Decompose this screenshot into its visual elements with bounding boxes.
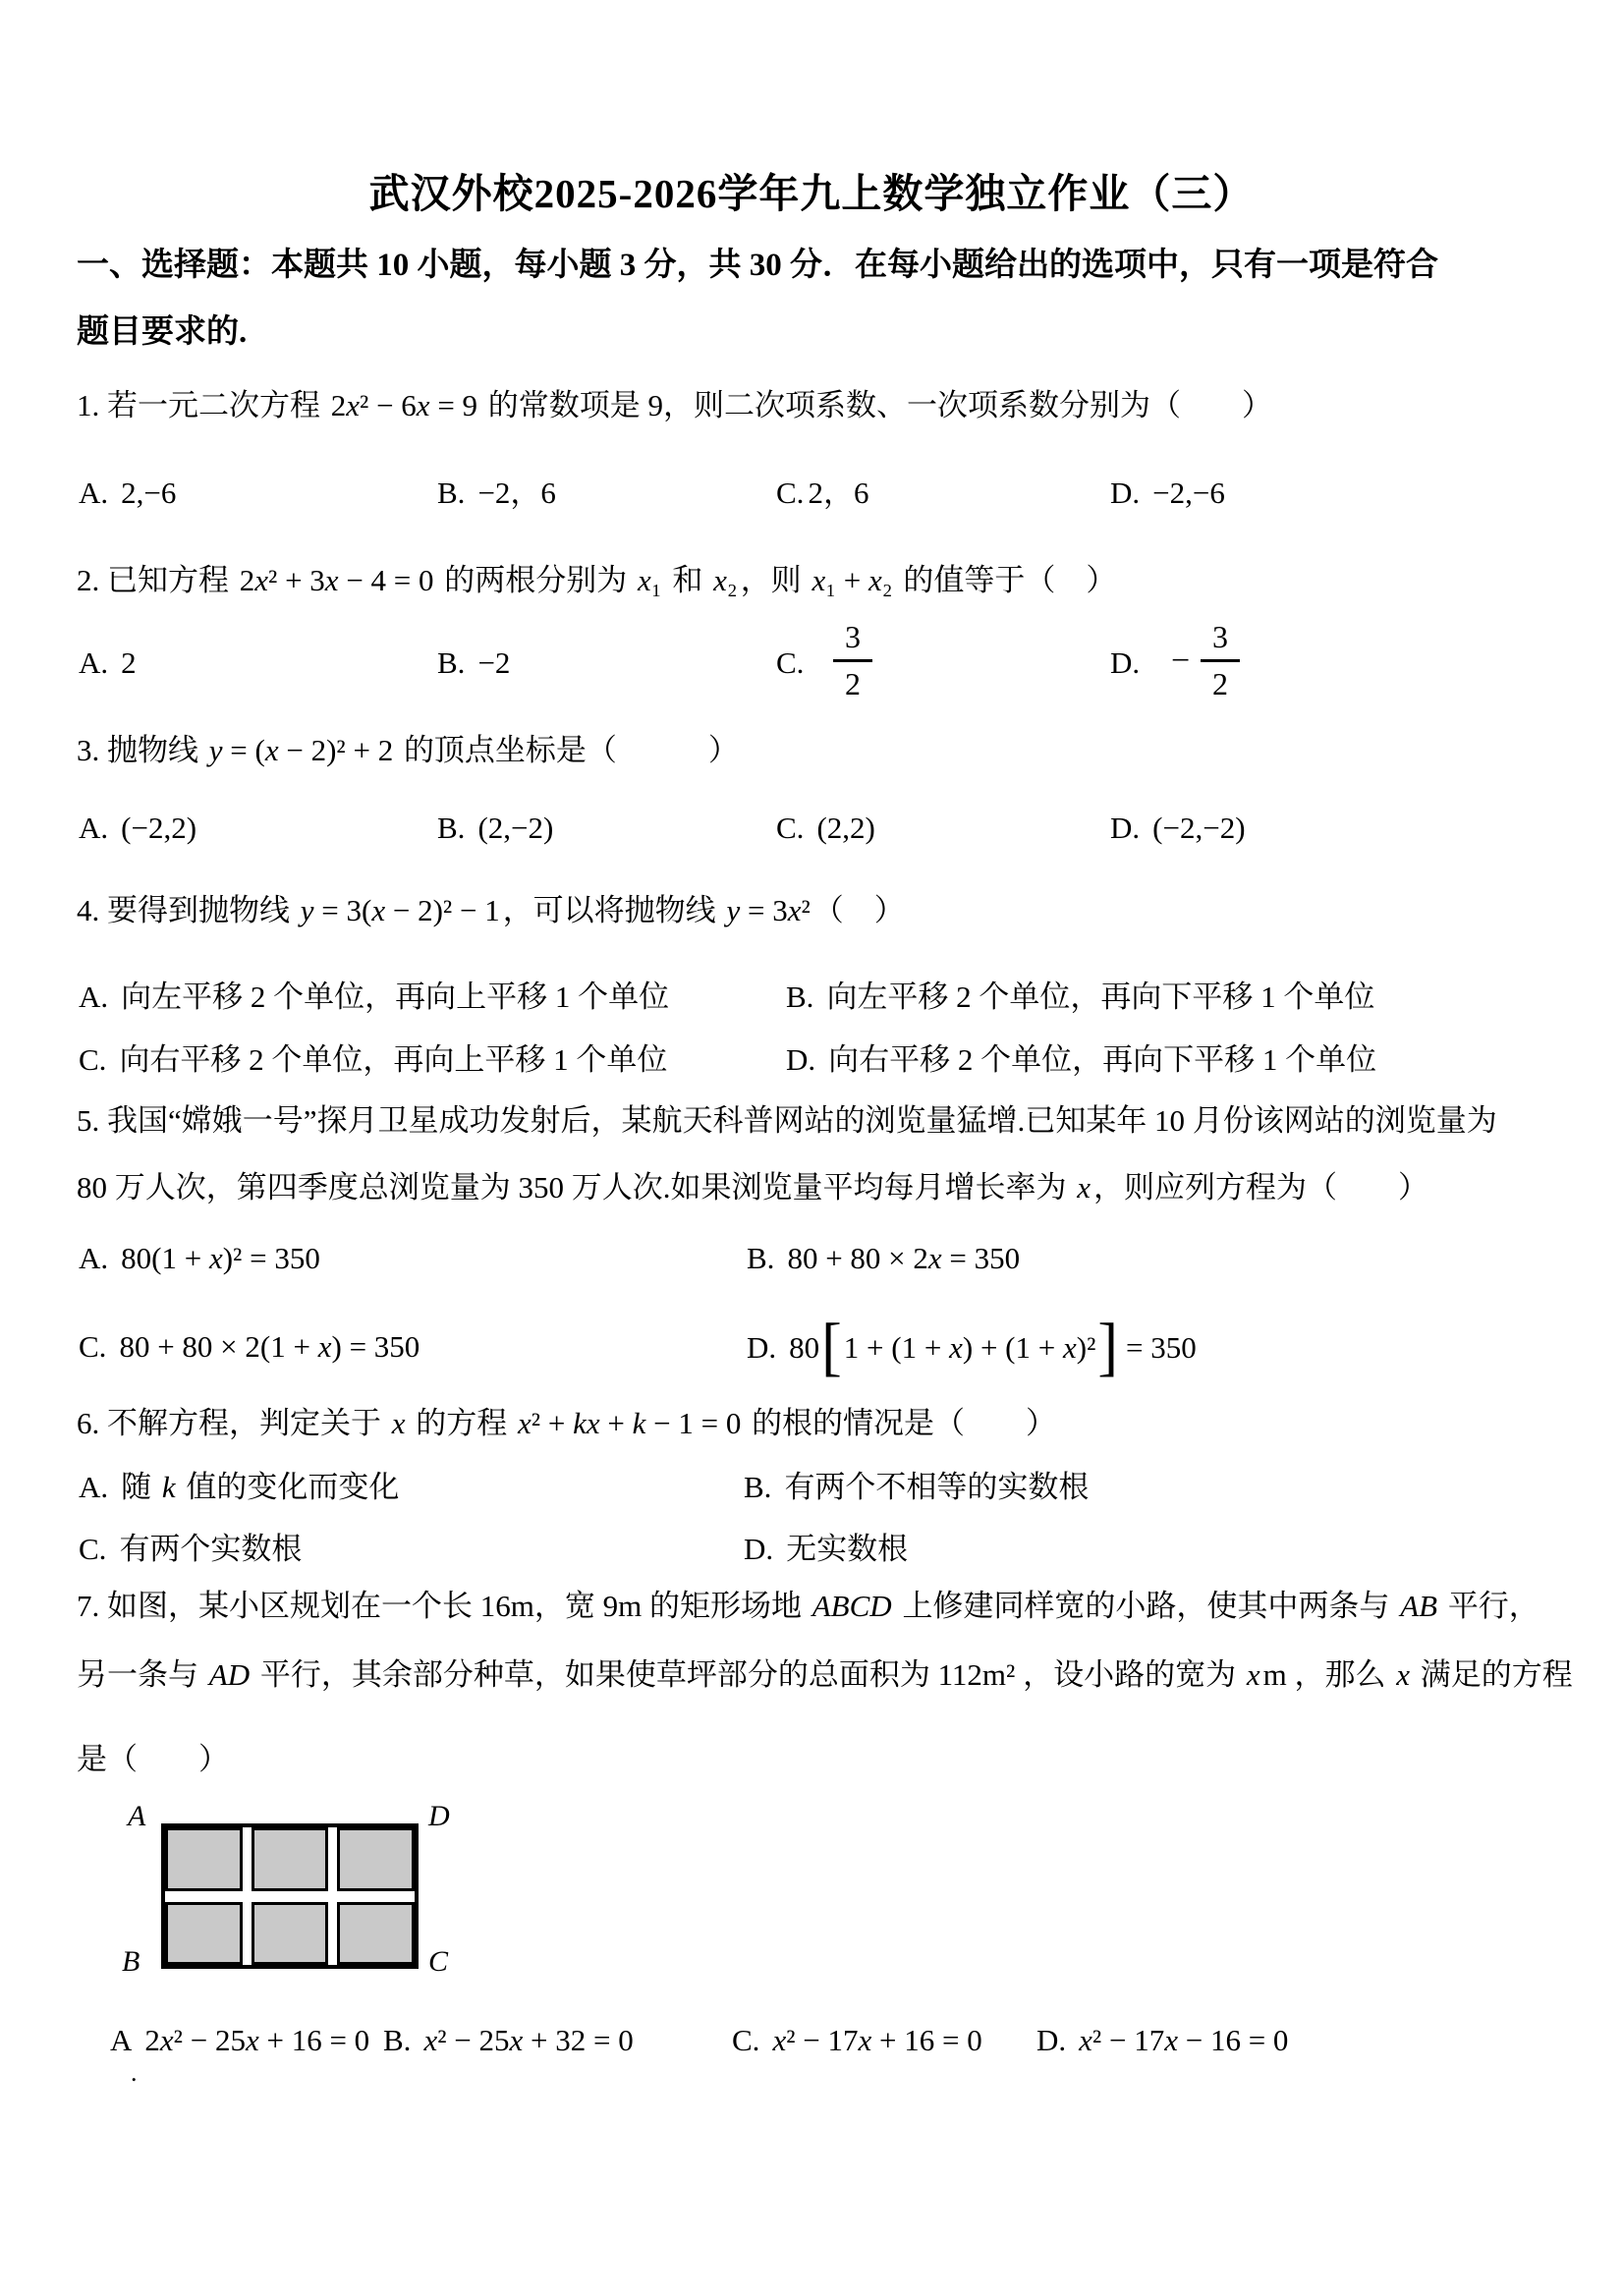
q6-option-d <box>744 1531 908 1569</box>
q7-option-a-value: 2x² − 25x + 16 = 0 <box>144 2023 370 2057</box>
q4-option-a-label: A. <box>79 980 109 1014</box>
q3-option-b-label: B. <box>437 811 466 845</box>
q3-option-d-label: D. <box>1110 811 1141 845</box>
q3-option-b-value: (2,−2) <box>477 811 554 845</box>
q7-stem-line1: 7. 如图，某小区规划在一个长 16m，宽 9m 的矩形场地 ABCD 上修建同样宽的小路，使其中两条与 AB 平行， <box>77 1589 1539 1623</box>
q1-option-a-label: A. <box>79 476 109 510</box>
q5-stem-line1: 5. 我国“嫦娥一号”探月卫星成功发射后，某航天科普网站的浏览量猛增.已知某年 10 月份该网站的浏览量为 <box>77 1103 1497 1138</box>
q6-option-c <box>79 1531 302 1569</box>
q6-option-a-label: A. <box>79 1470 109 1504</box>
q2-option-c-label: C. <box>776 645 805 680</box>
figure-corner-label-B: B <box>122 1945 140 1978</box>
q6-option-b-value: 有两个不相等的实数根 <box>784 1470 1090 1504</box>
q5-option-b-label: B. <box>747 1241 775 1275</box>
q2-option-c-denominator: 2 <box>845 665 861 701</box>
q4-option-c-label: C. <box>79 1042 107 1077</box>
q1-option-d-label: D. <box>1110 476 1141 510</box>
q3-option-c <box>776 810 875 848</box>
q6-option-d-value: 无实数根 <box>786 1532 909 1566</box>
q2-option-c-fraction <box>833 619 872 702</box>
q7-option-b <box>383 2022 634 2060</box>
q2-option-d-fraction <box>1201 619 1240 702</box>
q7-option-d-label: D. <box>1036 2023 1067 2057</box>
q2-option-b-value: −2 <box>477 645 511 680</box>
grass-cell <box>252 1902 329 1966</box>
q3-option-d-value: (−2,−2) <box>1152 811 1246 845</box>
q3-option-a <box>79 810 196 848</box>
q1-option-a <box>79 475 176 513</box>
q5-option-a <box>79 1240 320 1278</box>
page-title: 武汉外校2025-2026学年九上数学独立作业（三） <box>368 171 1255 216</box>
stray-dot-artifact: . <box>131 2058 138 2087</box>
figure-corner-label-A: A <box>128 1800 146 1832</box>
q3-option-b <box>437 810 553 848</box>
q2-option-b-label: B. <box>437 645 466 680</box>
q3-option-d <box>1110 810 1246 848</box>
q7-option-d-value: x² − 17x − 16 = 0 <box>1079 2023 1289 2057</box>
q4-option-c-value: 向右平移 2 个单位，再向上平移 1 个单位 <box>119 1042 668 1077</box>
grass-cell <box>165 1827 243 1891</box>
q6-option-a <box>79 1469 399 1507</box>
q4-option-a <box>79 979 669 1017</box>
q2-option-a <box>79 644 137 683</box>
q5-stem-line2: 80 万人次，第四季度总浏览量为 350 万人次.如果浏览量平均每月增长率为 x，则应列方程为（ ） <box>77 1170 1429 1204</box>
q1-option-a-value: 2,−6 <box>121 476 177 510</box>
grass-cell <box>165 1902 243 1966</box>
grass-cell <box>252 1827 329 1891</box>
q5-option-d <box>747 1311 1197 1385</box>
q7-option-b-value: x² − 25x + 32 = 0 <box>423 2023 634 2057</box>
q1-option-d <box>1110 475 1225 513</box>
q3-stem: 3. 抛物线 y = (x − 2)² + 2 的顶点坐标是（ ） <box>77 733 739 767</box>
q5-option-c-value: 80 + 80 × 2(1 + x) = 350 <box>119 1329 420 1364</box>
q3-option-c-value: (2,2) <box>816 811 875 845</box>
q2-option-a-value: 2 <box>121 645 137 680</box>
q6-option-c-label: C. <box>79 1532 107 1566</box>
q7-stem-line2: 另一条与 AD 平行，其余部分种草，如果使草坪部分的总面积为 112m² ，设小路的宽为 xm ，那么 x 满足的方程 <box>77 1657 1573 1692</box>
q7-option-c-label: C. <box>732 2023 760 2057</box>
q2-option-d-label: D. <box>1110 645 1141 680</box>
q4-option-b-label: B. <box>786 980 814 1014</box>
q5-option-d-left-bracket: [ <box>821 1311 842 1383</box>
q1-option-c-value: 2，6 <box>808 476 869 510</box>
q1-option-b <box>437 475 556 513</box>
q4-option-d-label: D. <box>786 1042 816 1077</box>
q7-option-a <box>110 2022 369 2060</box>
q5-option-a-value: 80(1 + x)² = 350 <box>121 1241 320 1275</box>
q6-option-c-value: 有两个实数根 <box>119 1532 303 1566</box>
q7-option-a-label: A <box>110 2023 133 2057</box>
grass-cell <box>337 1902 415 1966</box>
q4-option-d <box>786 1041 1376 1080</box>
q7-option-b-label: B. <box>383 2023 412 2057</box>
q4-stem: 4. 要得到抛物线 y = 3(x − 2)² − 1，可以将抛物线 y = 3x²（ ） <box>77 893 905 927</box>
q4-option-d-value: 向右平移 2 个单位，再向下平移 1 个单位 <box>828 1042 1377 1077</box>
q7-option-c-value: x² − 17x + 16 = 0 <box>772 2023 982 2057</box>
figure-corner-label-D: D <box>428 1800 450 1832</box>
q2-option-a-label: A. <box>79 645 109 680</box>
section-header-line1: 一、选择题：本题共 10 小题，每小题 3 分，共 30 分．在每小题给出的选项中，只有一项是符合 <box>77 248 1438 283</box>
q6-option-d-label: D. <box>744 1532 774 1566</box>
q5-option-c <box>79 1328 420 1367</box>
q6-stem: 6. 不解方程，判定关于 x 的方程 x² + kx + k − 1 = 0 的根的情况是（ ） <box>77 1406 1057 1440</box>
q1-stem: 1. 若一元二次方程 2x² − 6x = 9 的常数项是 9，则二次项系数、一次项系数分别为（ ） <box>77 388 1273 422</box>
q6-option-b <box>744 1469 1089 1507</box>
q2-option-d-numerator: 3 <box>1201 619 1240 662</box>
q4-option-a-value: 向左平移 2 个单位，再向上平移 1 个单位 <box>121 980 670 1014</box>
q2-stem: 2. 已知方程 2x² + 3x − 4 = 0 的两根分别为 x₁ 和 x₂，则 x₁ + x₂ 的值等于（ ） <box>77 563 1117 597</box>
q1-option-b-label: B. <box>437 476 466 510</box>
q6-option-b-label: B. <box>744 1470 772 1504</box>
q4-option-b-value: 向左平移 2 个单位，再向下平移 1 个单位 <box>826 980 1375 1014</box>
rectangle-plot-ABCD <box>161 1823 419 1969</box>
q5-option-b-value: 80 + 80 × 2x = 350 <box>787 1241 1021 1275</box>
q5-option-d-coefficient: 80 <box>789 1329 820 1365</box>
q2-option-d-denominator: 2 <box>1212 665 1228 701</box>
q2-option-b <box>437 644 510 683</box>
q2-option-d-minus: − <box>1171 643 1191 679</box>
q1-option-b-value: −2，6 <box>477 476 556 510</box>
q3-option-c-label: C. <box>776 811 805 845</box>
q4-option-c <box>79 1041 667 1080</box>
q5-option-d-right-bracket: ] <box>1097 1311 1119 1383</box>
q1-option-c <box>776 475 868 513</box>
q7-stem-line3: 是（ ） <box>77 1742 229 1776</box>
q7-option-d <box>1036 2022 1288 2060</box>
q1-option-d-value: −2,−6 <box>1152 476 1225 510</box>
section-header-line2: 题目要求的. <box>77 314 248 350</box>
q5-option-b <box>747 1240 1020 1278</box>
q6-option-a-value: 随 k 值的变化而变化 <box>121 1470 400 1504</box>
q1-option-c-label: C. <box>776 476 805 510</box>
q3-option-a-value: (−2,2) <box>121 811 197 845</box>
grass-cell <box>337 1827 415 1891</box>
q5-option-d-inner: 1 + (1 + x) + (1 + x)² <box>843 1329 1096 1365</box>
q2-option-c-numerator: 3 <box>833 619 872 662</box>
q5-option-a-label: A. <box>79 1241 109 1275</box>
q3-option-a-label: A. <box>79 811 109 845</box>
q5-option-d-label: D. <box>747 1329 777 1365</box>
q5-option-d-equals: = 350 <box>1126 1329 1197 1365</box>
q4-option-b <box>786 979 1374 1017</box>
q5-option-c-label: C. <box>79 1329 107 1364</box>
q7-figure <box>122 1800 450 1978</box>
q7-option-c <box>732 2022 982 2060</box>
figure-corner-label-C: C <box>428 1945 449 1978</box>
